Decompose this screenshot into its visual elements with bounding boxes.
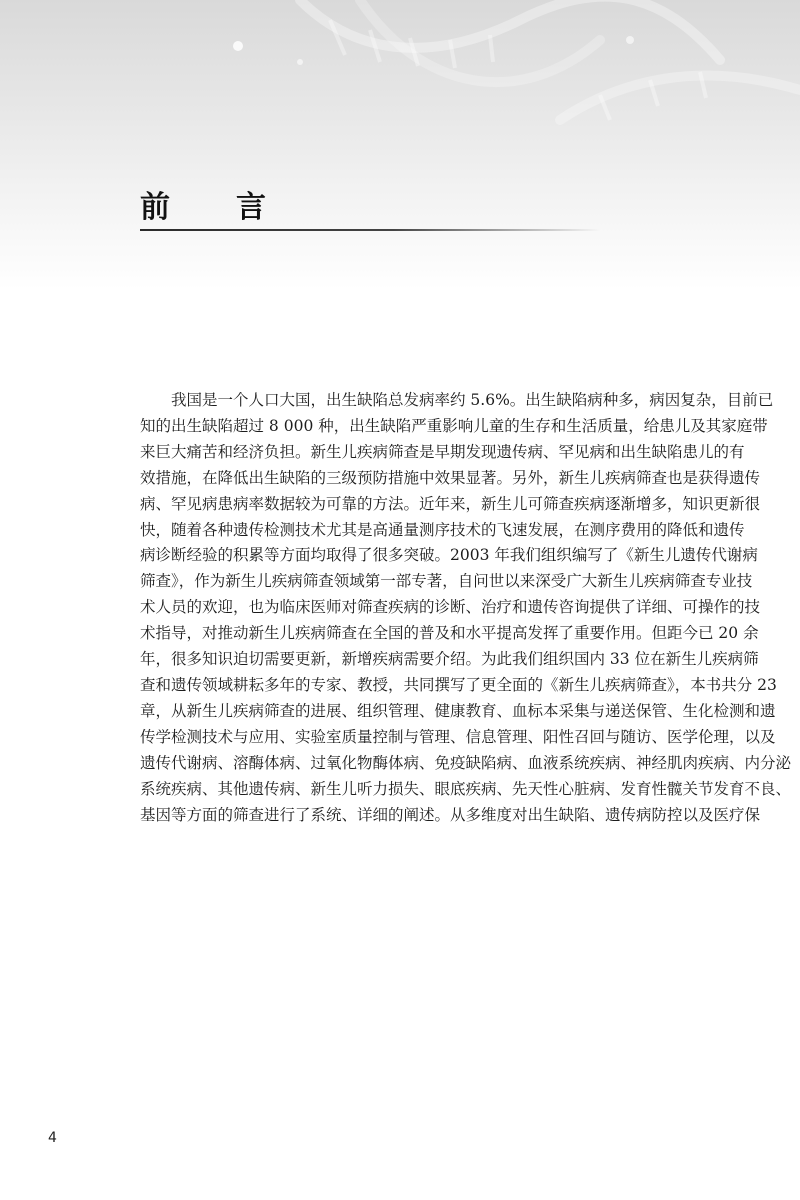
preface-line: 章，从新生儿疾病筛查的进展、组织管理、健康教育、血标本采集与递送保管、生化检测和遗 <box>140 701 776 720</box>
preface-line: 病诊断经验的积累等方面均取得了很多突破。2003 年我们组织编写了《新生儿遗传代谢病 <box>140 546 758 565</box>
page-title: 前 言 <box>140 190 284 225</box>
preface-line: 快，随着各种遗传检测技术尤其是高通量测序技术的飞速发展，在测序费用的降低和遗传 <box>140 520 745 539</box>
page-number: 4 <box>48 1130 57 1146</box>
preface-line: 传学检测技术与应用、实验室质量控制与管理、信息管理、阳性召回与随访、医学伦理，以及 <box>140 727 776 746</box>
preface-line: 效措施，在降低出生缺陷的三级预防措施中效果显著。另外，新生儿疾病筛查也是获得遗传 <box>140 468 761 487</box>
preface-line: 知的出生缺陷超过 8 000 种，出生缺陷严重影响儿童的生存和生活质量，给患儿及其家庭带 <box>140 416 768 435</box>
preface-line: 基因等方面的筛查进行了系统、详细的阐述。从多维度对出生缺陷、遗传病防控以及医疗保 <box>140 805 761 824</box>
header-background <box>0 0 800 290</box>
preface-body <box>140 388 792 828</box>
preface-line: 来巨大痛苦和经济负担。新生儿疾病筛查是早期发现遗传病、罕见病和出生缺陷患儿的有 <box>140 442 745 461</box>
preface-line: 术人员的欢迎，也为临床医师对筛查疾病的诊断、治疗和遗传咨询提供了详细、可操作的技 <box>140 598 761 617</box>
preface-line: 查和遗传领域耕耘多年的专家、教授，共同撰写了更全面的《新生儿疾病筛查》，本书共分 23 <box>140 675 777 694</box>
preface-line: 遗传代谢病、溶酶体病、过氧化物酶体病、免疫缺陷病、血液系统疾病、神经肌肉疾病、内分泌 <box>140 753 792 772</box>
preface-line: 病、罕见病患病率数据较为可靠的方法。近年来，新生儿可筛查疾病逐渐增多，知识更新很 <box>140 494 761 513</box>
title-underline <box>140 229 600 231</box>
preface-line: 术指导，对推动新生儿疾病筛查在全国的普及和水平提高发挥了重要作用。但距今已 20 余 <box>140 624 759 643</box>
preface-line: 年，很多知识迫切需要更新，新增疾病需要介绍。为此我们组织国内 33 位在新生儿疾病筛 <box>140 650 759 669</box>
dna-helix-decoration <box>0 0 800 290</box>
preface-line: 筛查》，作为新生儿疾病筛查领域第一部专著，自问世以来深受广大新生儿疾病筛查专业技 <box>140 572 753 591</box>
preface-line: 我国是一个人口大国，出生缺陷总发病率约 5.6%。出生缺陷病种多，病因复杂，目前已 <box>171 391 774 409</box>
preface-line: 系统疾病、其他遗传病、新生儿听力损失、眼底疾病、先天性心脏病、发育性髋关节发育不良、 <box>140 779 792 798</box>
